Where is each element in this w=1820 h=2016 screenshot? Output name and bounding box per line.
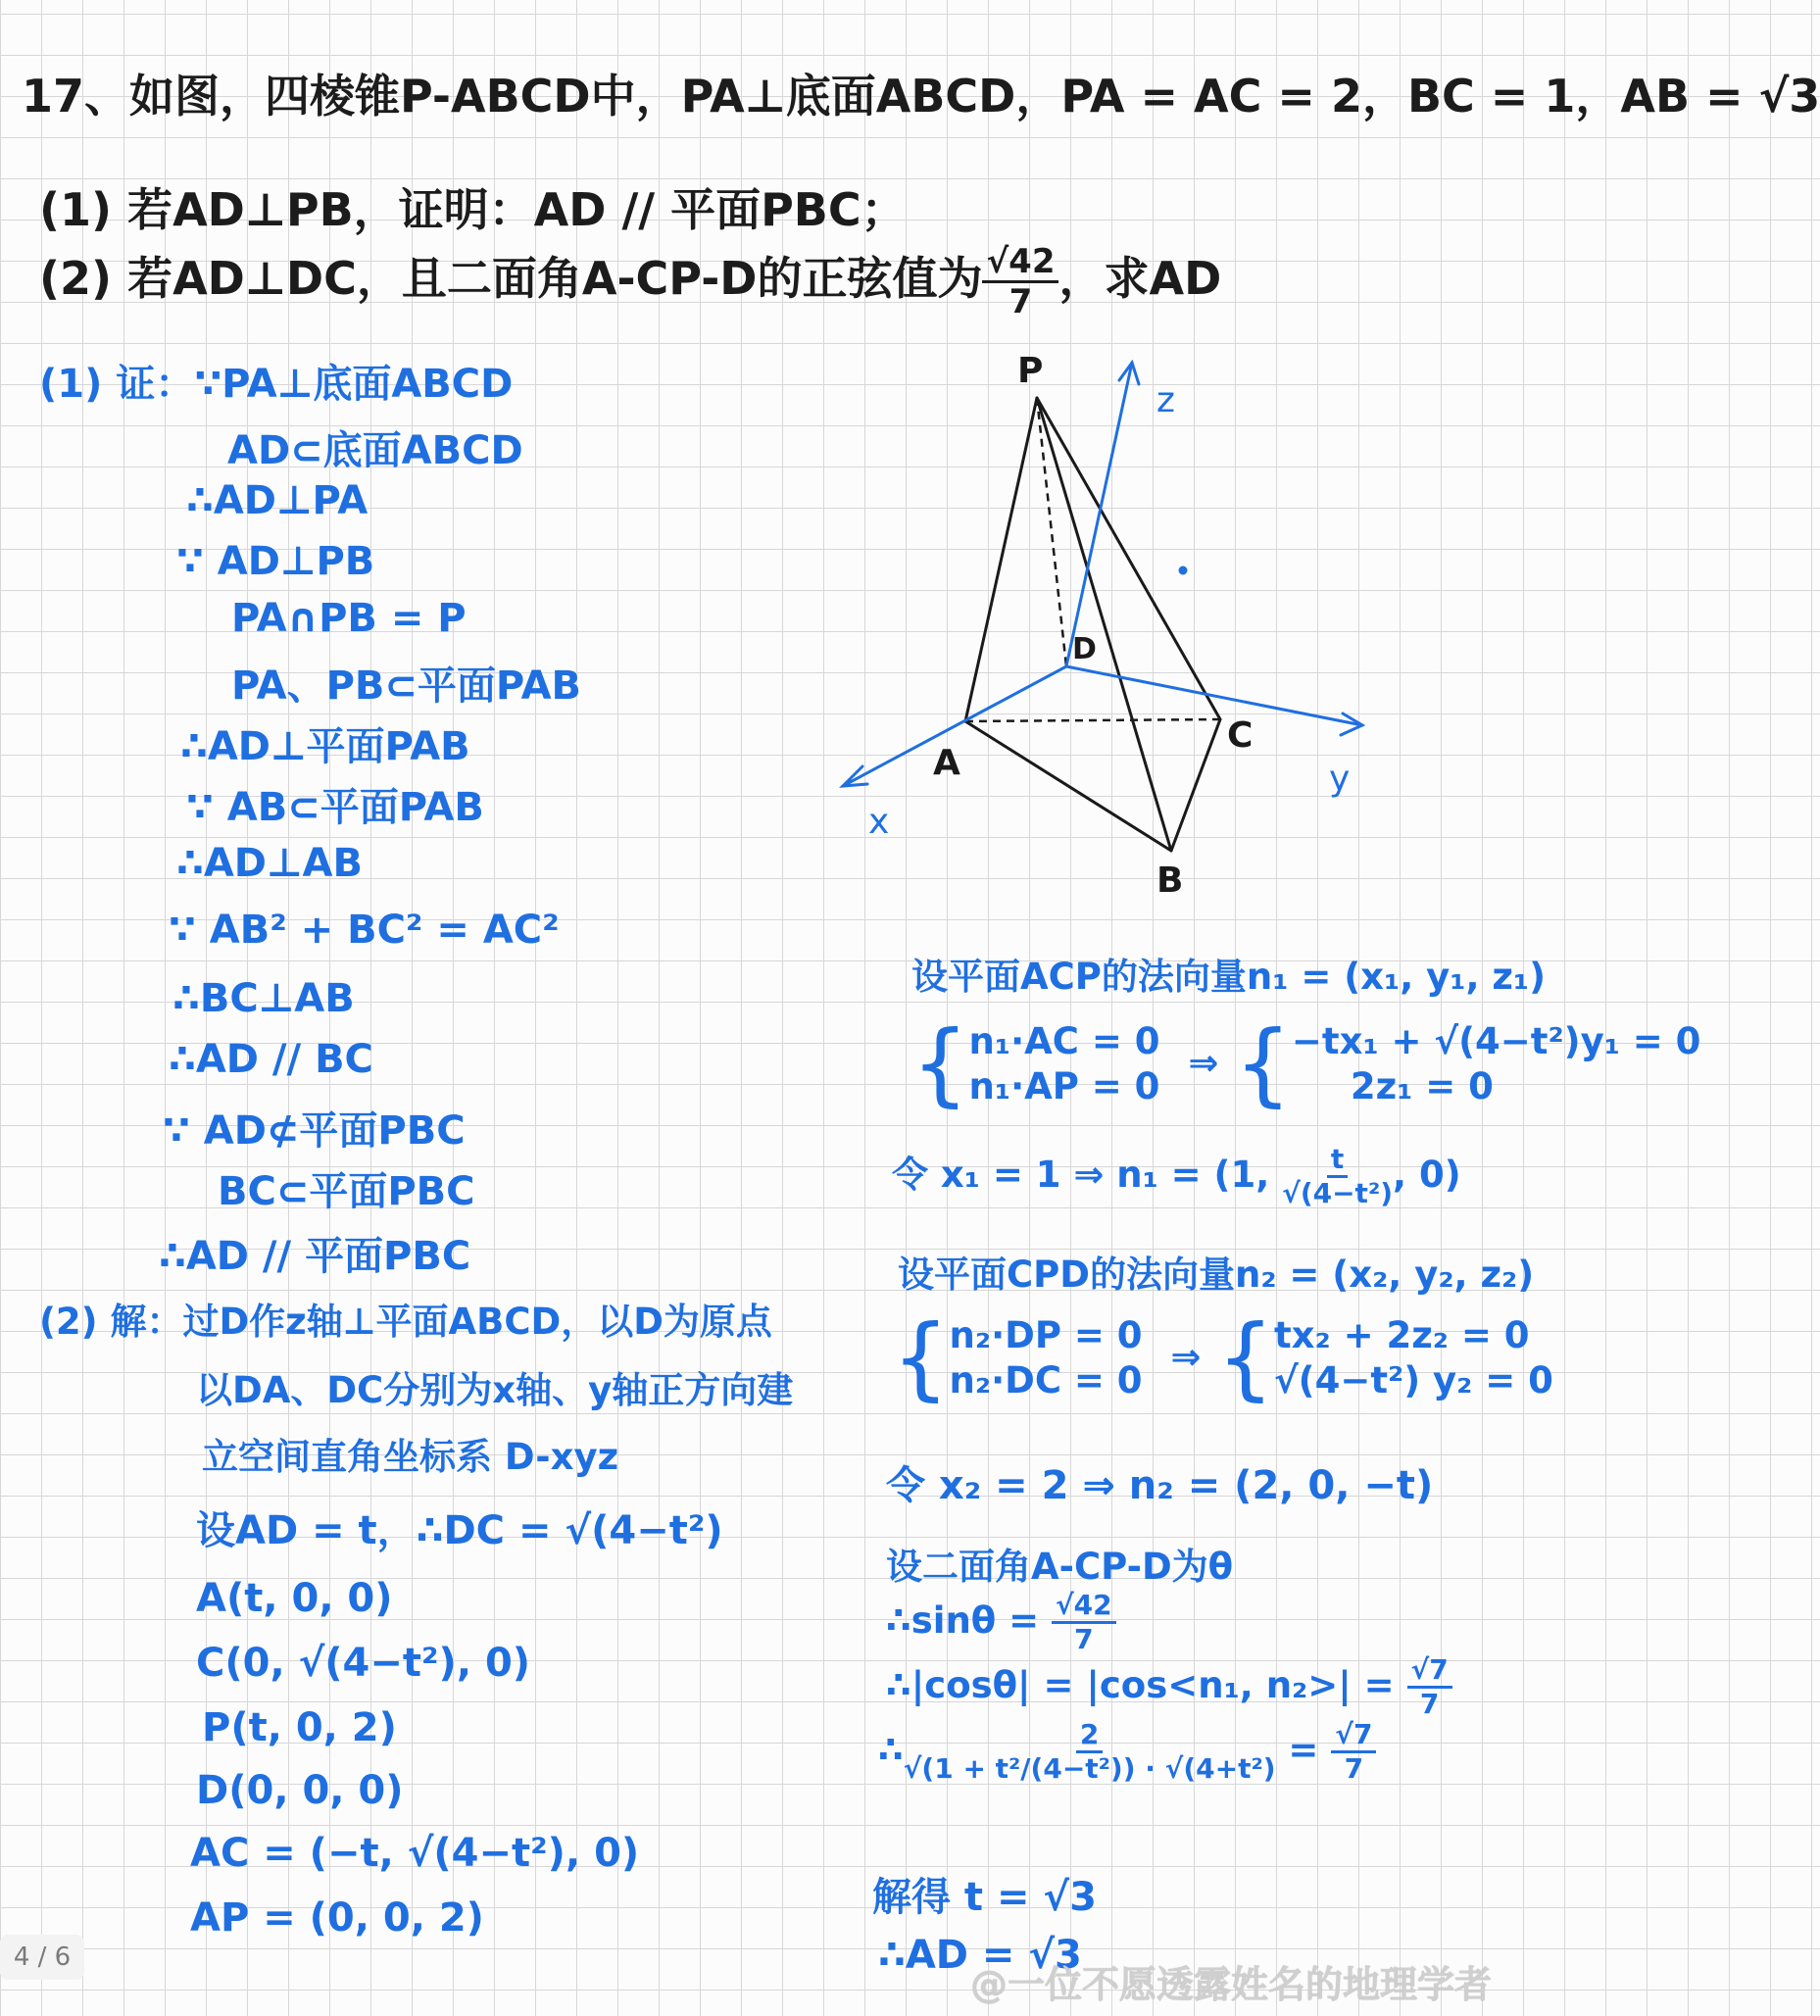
cos-label: ∴|cosθ| = |cos<n₁, n₂>| = xyxy=(886,1664,1407,1706)
point-marker xyxy=(1180,567,1186,573)
label-z: z xyxy=(1156,380,1175,420)
label-P: P xyxy=(1017,351,1044,391)
proof1-line-9: ∴AD⊥AB xyxy=(176,841,363,886)
equation-right-fraction xyxy=(1331,1718,1376,1785)
sin-theta xyxy=(886,1589,1116,1655)
normal1-fraction xyxy=(1282,1143,1394,1209)
fraction-denominator: 7 xyxy=(1074,1623,1094,1655)
fraction-numerator: √42 xyxy=(1052,1592,1116,1624)
label-A: A xyxy=(933,743,960,783)
problem-part2-fraction xyxy=(982,242,1058,321)
label-y: y xyxy=(1329,759,1351,799)
cos-theta xyxy=(886,1653,1452,1720)
equation-2: √(4−t²) y₂ = 0 xyxy=(1273,1359,1553,1402)
proof1-line-3: ∴AD⊥PA xyxy=(186,478,369,523)
equation-line xyxy=(878,1718,1376,1785)
fraction-denominator: 7 xyxy=(1419,1688,1440,1720)
problem-part1: (1) 若AD⊥PB，证明：AD // 平面PBC； xyxy=(39,183,907,236)
pyramid-figure xyxy=(823,343,1392,901)
fraction-denominator: √(4−t²) xyxy=(1282,1177,1394,1209)
proof1-line-2: AD⊂底面ABCD xyxy=(227,428,523,473)
normal1-end: , 0) xyxy=(1393,1154,1461,1196)
label-B: B xyxy=(1156,860,1184,901)
proof1-line-1: (1) 证：∵PA⊥底面ABCD xyxy=(39,362,514,407)
edge-PD-hidden xyxy=(1037,398,1066,666)
problem-statement: 17、如图，四棱锥P-ABCD中，PA⊥底面ABCD，PA = AC = 2，BC = 1，AB = √3 xyxy=(22,70,1820,123)
equals: = xyxy=(1275,1729,1332,1771)
left-brace: { xyxy=(911,1011,969,1117)
left-brace: { xyxy=(1234,1011,1292,1117)
proof1-line-4: ∵ AD⊥PB xyxy=(176,539,375,584)
left-brace: { xyxy=(1216,1305,1274,1411)
system-equations xyxy=(1274,1313,1553,1404)
fraction-denominator: 7 xyxy=(1344,1752,1364,1785)
equation-fraction xyxy=(903,1718,1276,1785)
cos-fraction xyxy=(1407,1653,1452,1720)
solution2-line-2: 以DA、DC分别为x轴、y轴正方向建 xyxy=(196,1369,794,1411)
implies-arrow: ⇒ xyxy=(1170,1335,1202,1378)
fraction-numerator: t xyxy=(1327,1146,1348,1178)
normal2-result: 令 x₂ = 2 ⇒ n₂ = (2, 0, −t) xyxy=(886,1463,1434,1508)
label-D: D xyxy=(1072,632,1097,666)
edge-BC xyxy=(1171,719,1220,851)
proof1-line-13: ∵ AD⊄平面PBC xyxy=(163,1108,466,1154)
label-x: x xyxy=(868,802,890,842)
solution2-line-4: 设AD = t，∴DC = √(4−t²) xyxy=(196,1508,723,1553)
solution2-line-1: (2) 解：过D作z轴⊥平面ABCD，以D为原点 xyxy=(39,1301,772,1343)
system-conditions xyxy=(969,1019,1160,1110)
solution2-line-3: 立空间直角坐标系 D-xyz xyxy=(202,1436,619,1478)
fraction-numerator: 2 xyxy=(1076,1721,1103,1753)
equation-1: tx₂ + 2z₂ = 0 xyxy=(1273,1314,1530,1356)
normal1-system xyxy=(911,1011,1701,1117)
condition-1: n₂·DP = 0 xyxy=(949,1314,1143,1356)
normal2-system xyxy=(892,1305,1553,1411)
left-brace: { xyxy=(892,1305,950,1411)
equation-2: 2z₁ = 0 xyxy=(1350,1065,1494,1108)
fraction-numerator: √7 xyxy=(1331,1721,1376,1753)
system-equations xyxy=(1292,1019,1701,1110)
dihedral-angle: 设二面角A-CP-D为θ xyxy=(886,1546,1234,1588)
watermark: @一位不愿透露姓名的地理学者 xyxy=(970,1963,1493,2006)
system-conditions xyxy=(950,1313,1143,1404)
fraction-numerator: √7 xyxy=(1407,1656,1452,1689)
condition-2: n₁·AP = 0 xyxy=(968,1065,1160,1108)
label-C: C xyxy=(1227,715,1254,756)
solution2-line-7: P(t, 0, 2) xyxy=(202,1705,397,1750)
problem-part2-text: (2) 若AD⊥DC，且二面角A-CP-D的正弦值为 xyxy=(39,252,983,305)
solution2-line-5: A(t, 0, 0) xyxy=(196,1576,393,1621)
fraction-numerator: √42 xyxy=(982,245,1058,283)
proof1-line-10: ∵ AB² + BC² = AC² xyxy=(169,908,560,953)
edge-PA xyxy=(965,398,1037,721)
problem-part2 xyxy=(39,243,1221,319)
solve-result: 解得 t = √3 xyxy=(872,1875,1097,1920)
sin-fraction xyxy=(1052,1589,1116,1655)
normal2-intro: 设平面CPD的法向量n₂ = (x₂, y₂, z₂) xyxy=(898,1254,1535,1296)
edge-PB xyxy=(1037,398,1171,851)
edge-PC xyxy=(1037,398,1220,719)
normal1-intro: 设平面ACP的法向量n₁ = (x₁, y₁, z₁) xyxy=(911,956,1547,998)
proof1-line-15: ∴AD // 平面PBC xyxy=(159,1234,471,1279)
proof1-line-7: ∴AD⊥平面PAB xyxy=(180,724,470,769)
proof1-line-12: ∴AD // BC xyxy=(169,1037,373,1082)
fraction-denominator: √(1 + t²/(4−t²)) · √(4+t²) xyxy=(903,1752,1276,1785)
equation-1: −tx₁ + √(4−t²)y₁ = 0 xyxy=(1291,1020,1701,1062)
normal1-result xyxy=(892,1145,1461,1207)
implies-arrow: ⇒ xyxy=(1188,1041,1219,1084)
z-axis xyxy=(1066,363,1132,666)
final-answer: ∴AD = √3 xyxy=(878,1933,1082,1978)
solution2-line-9: AC = (−t, √(4−t²), 0) xyxy=(190,1831,640,1876)
sin-label: ∴sinθ = xyxy=(886,1599,1052,1642)
solution2-line-8: D(0, 0, 0) xyxy=(196,1768,404,1813)
edge-AC-hidden xyxy=(965,719,1220,721)
solution2-line-10: AP = (0, 0, 2) xyxy=(190,1895,484,1941)
condition-2: n₂·DC = 0 xyxy=(949,1359,1143,1402)
solution2-line-6: C(0, √(4−t²), 0) xyxy=(196,1641,531,1686)
fraction-denominator: 7 xyxy=(1008,282,1033,321)
proof1-line-6: PA、PB⊂平面PAB xyxy=(231,664,582,709)
normal1-let: 令 x₁ = 1 ⇒ n₁ = (1, xyxy=(892,1154,1283,1196)
therefore: ∴ xyxy=(878,1729,904,1771)
proof1-line-8: ∵ AB⊂平面PAB xyxy=(186,785,484,830)
y-axis xyxy=(1066,666,1362,725)
proof1-line-14: BC⊂平面PBC xyxy=(218,1169,475,1214)
page-indicator: 4 / 6 xyxy=(0,1935,84,1980)
edge-AB xyxy=(965,721,1171,851)
proof1-line-5: PA∩PB = P xyxy=(231,596,467,641)
proof1-line-11: ∴BC⊥AB xyxy=(172,976,355,1021)
condition-1: n₁·AC = 0 xyxy=(968,1020,1160,1062)
problem-part2-end: ，求AD xyxy=(1058,252,1222,305)
